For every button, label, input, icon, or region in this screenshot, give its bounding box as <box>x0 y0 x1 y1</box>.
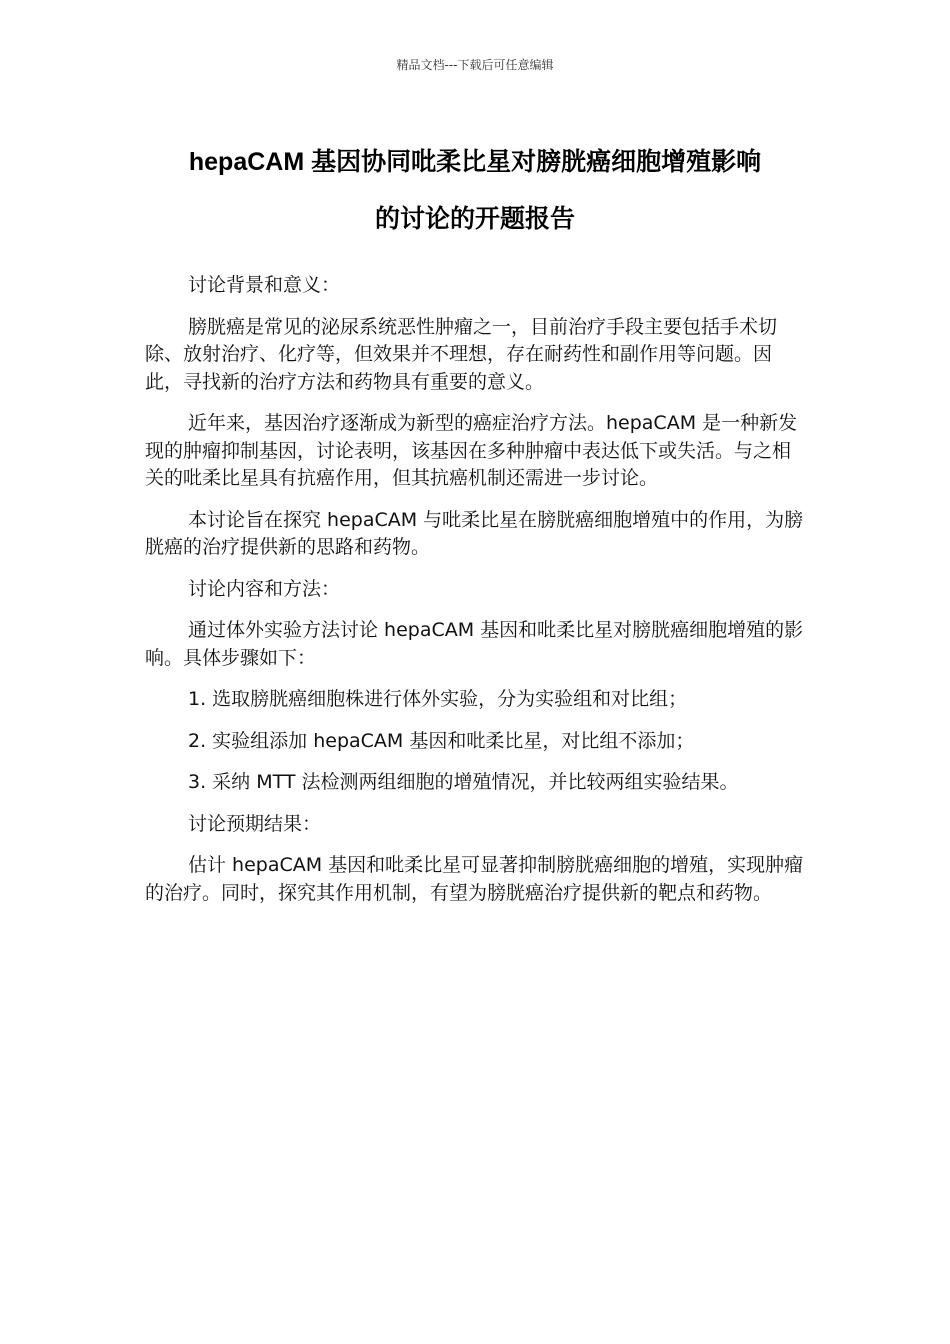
section-heading-methods: 讨论内容和方法： <box>188 577 341 600</box>
paragraph-gene-therapy: 近年来，基因治疗逐渐成为新型的癌症治疗方法。hepaCAM 是一种新发现的肿瘤抑制基因，讨论表明，该基因在多种肿瘤中表达低下或失活。与之相关的吡柔比星具有抗癌作用，但其抗癌机制还需进一步讨论。 <box>145 412 798 489</box>
section-heading-expected-results: 讨论预期结果： <box>188 812 322 835</box>
title-line-1: hepaCAM 基因协同吡柔比星对膀胱癌细胞增殖影响 <box>188 148 762 176</box>
document-title <box>100 134 850 248</box>
section-heading-background: 讨论背景和意义： <box>188 274 341 296</box>
title-line-2: 的讨论的开题报告 <box>374 205 575 233</box>
paragraph-methods: 通过体外实验方法讨论 hepaCAM 基因和吡柔比星对膀胱癌细胞增殖的影响。具体步骤如下： <box>145 619 804 669</box>
list-item-step-2: 2. 实验组添加 hepaCAM 基因和吡柔比星，对比组不添加； <box>188 729 695 752</box>
paragraph-expected-results: 估计 hepaCAM 基因和吡柔比星可显著抑制膀胱癌细胞的增殖，实现肿瘤的治疗。同时，探究其作用机制，有望为膀胱癌治疗提供新的靶点和药物。 <box>145 854 804 904</box>
list-item-step-1: 1. 选取膀胱癌细胞株进行体外实验，分为实验组和对比组； <box>188 688 688 710</box>
paragraph-aim: 本讨论旨在探究 hepaCAM 与吡柔比星在膀胱癌细胞增殖中的作用，为膀胱癌的治疗提供新的思路和药物。 <box>145 508 804 558</box>
document-body <box>145 272 805 921</box>
page-header: 精品文档---下载后可任意编辑 <box>396 58 554 72</box>
paragraph-background: 膀胱癌是常见的泌尿系统恶性肿瘤之一，目前治疗手段主要包括手术切除、放射治疗、化疗等，但效果并不理想，存在耐药性和副作用等问题。因此，寻找新的治疗方法和药物具有重要的意义。 <box>145 315 778 393</box>
list-item-step-3: 3. 采纳 MTT 法检测两组细胞的增殖情况，并比较两组实验结果。 <box>188 771 739 793</box>
